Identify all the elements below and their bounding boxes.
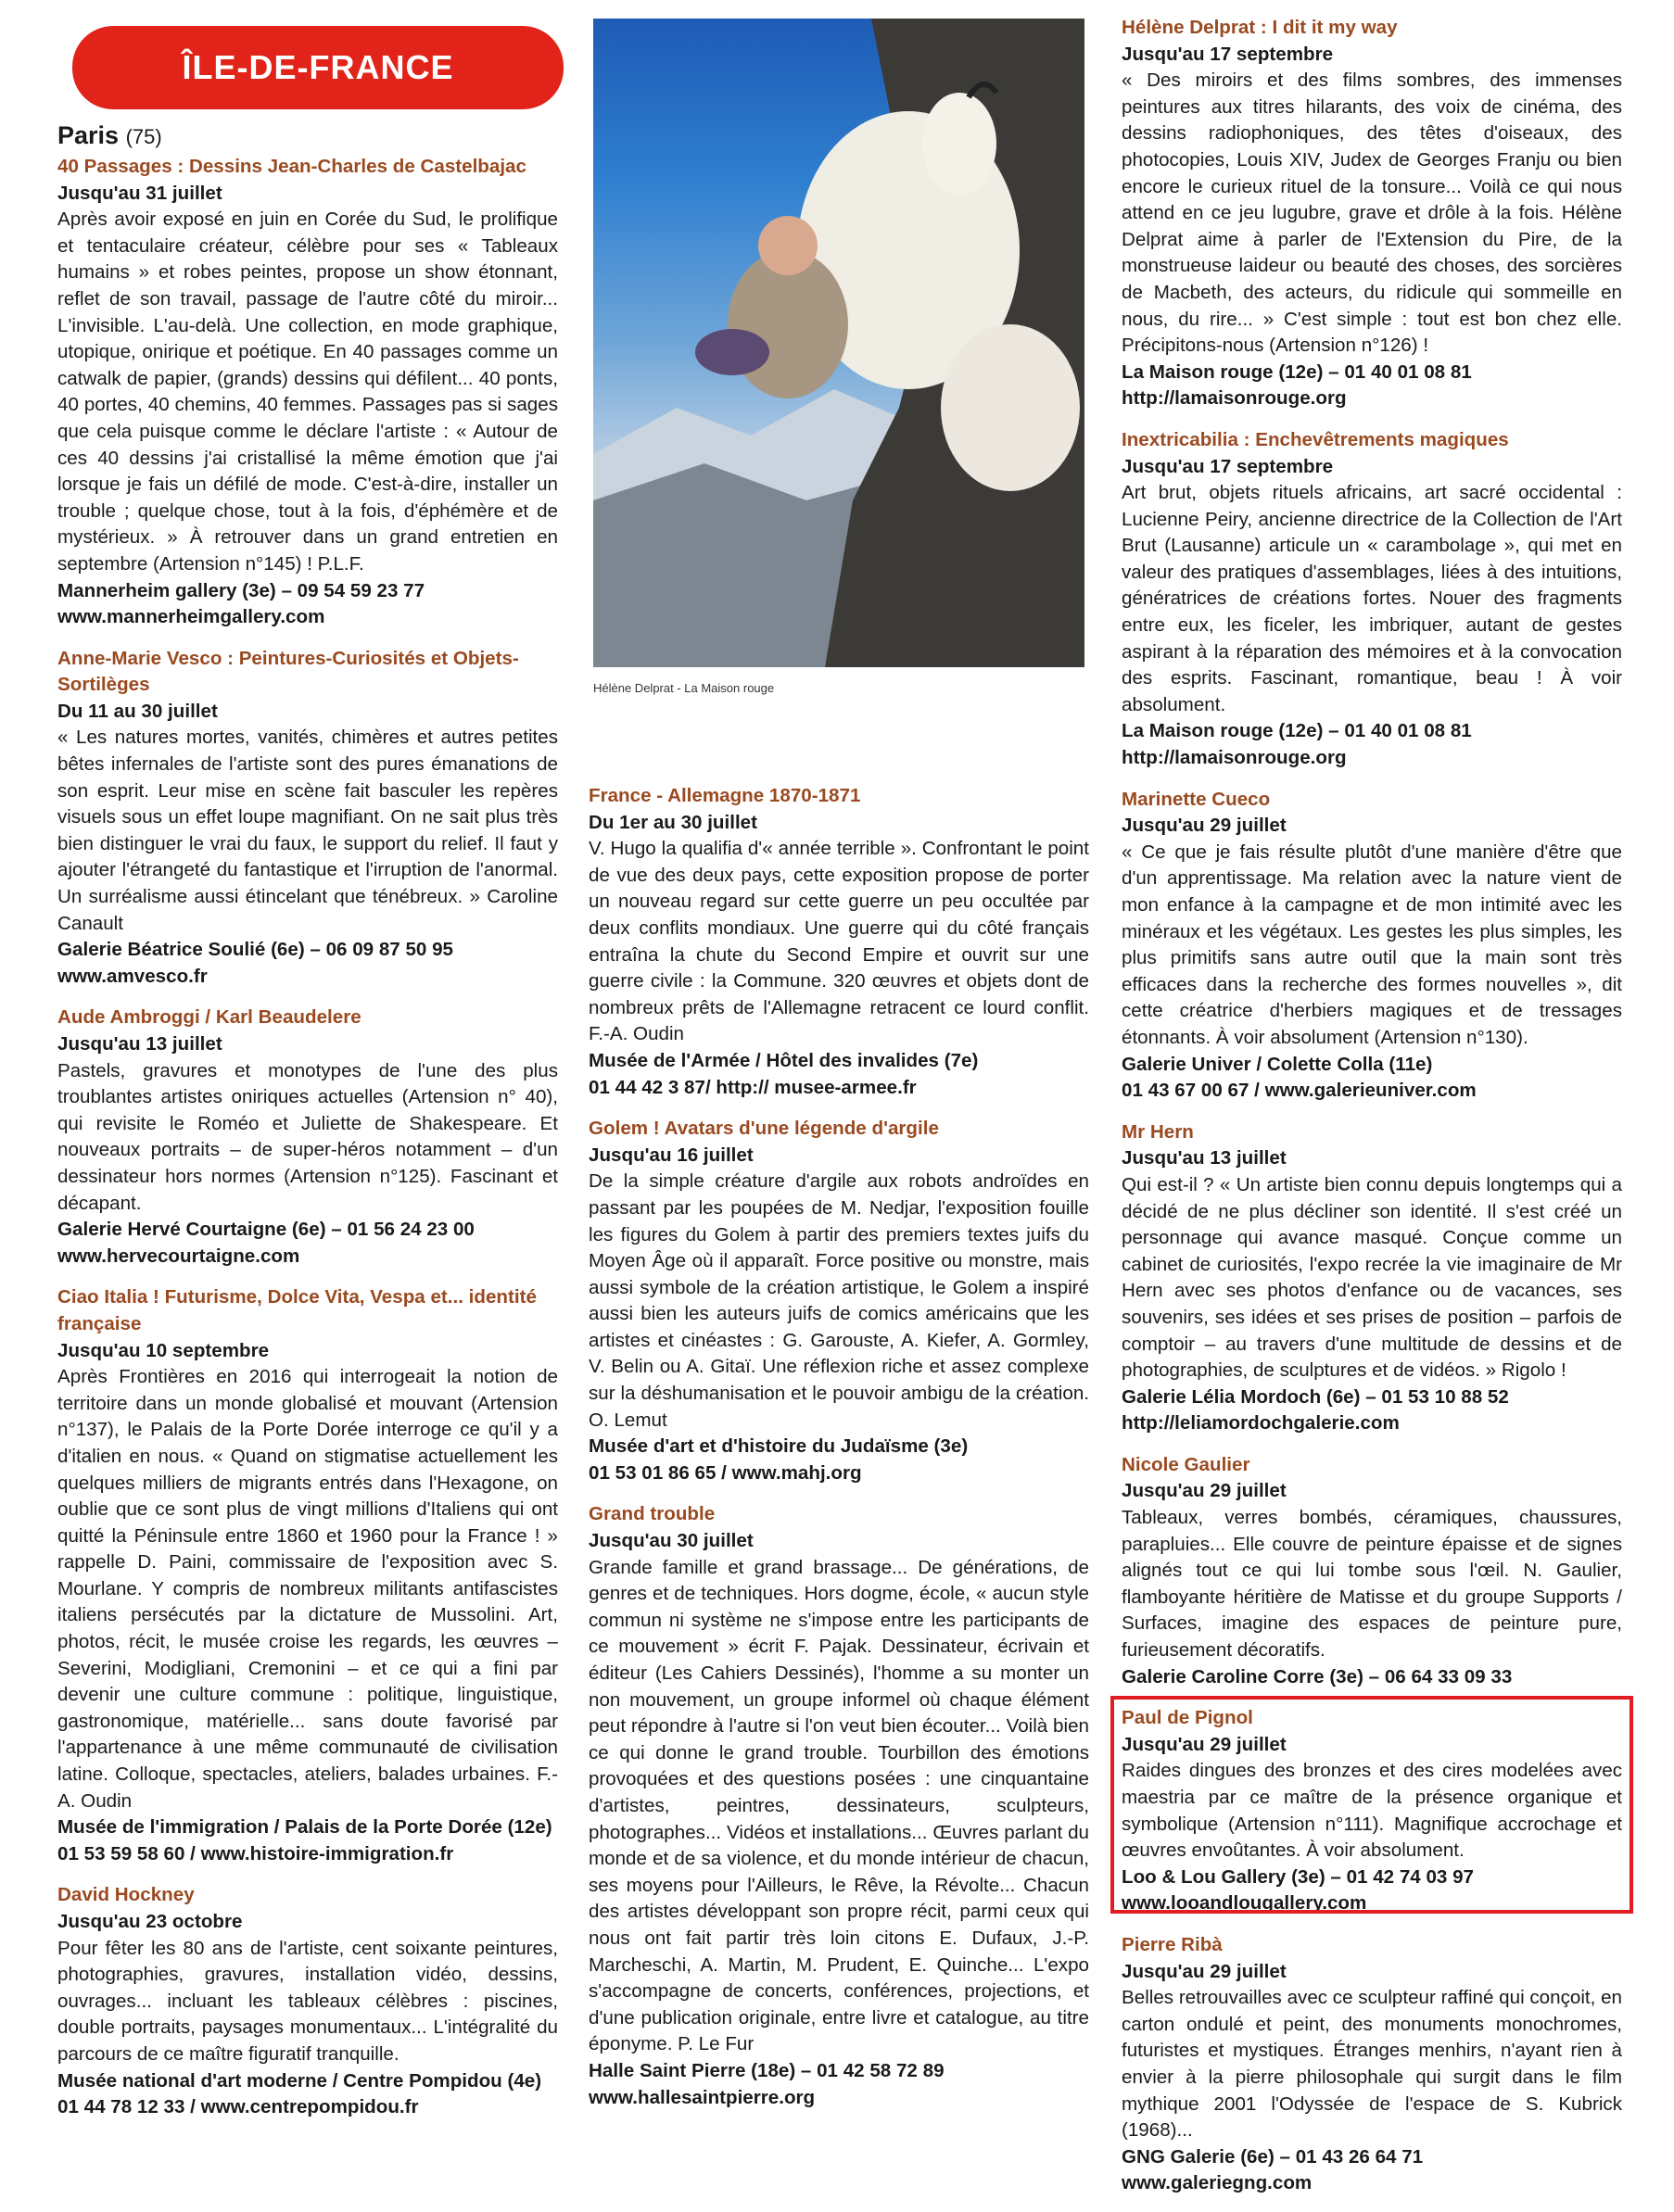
entry-title: Nicole Gaulier	[1122, 1453, 1250, 1475]
entry-title: Anne-Marie Vesco : Peintures-Curiosités et Objets-Sortilèges	[57, 647, 519, 696]
entry-title: Pierre Ribà	[1122, 1933, 1223, 1955]
entry-date: Jusqu'au 29 juillet	[1122, 1733, 1287, 1755]
entry-title: Mr Hern	[1122, 1120, 1194, 1143]
listing-entry	[57, 646, 558, 991]
entry-url[interactable]: 01 44 42 3 87/ http:// musee-armee.fr	[589, 1076, 917, 1098]
entry-title: Golem ! Avatars d'une légende d'argile	[589, 1118, 939, 1140]
listing-entry	[589, 783, 1089, 1101]
listing-entry	[57, 1284, 558, 1867]
listing-entry	[589, 1116, 1089, 1486]
entry-body: Art brut, objets rituels africains, art sacré occidental : Lucienne Peiry, ancienne directrice de la Collection de l'Art Brut (Lausanne) articule un « carambolage », qui met en valeur des pratiques d'assemblages, liées à des intuitions, génératrices de créations fortes. Nouer des fragments entre eux, les ficeler, les imbriquer, autant de gestes aspirant à la réparation des mémoires et à la convocation des esprits. Fascinant, romantique, beau ! À voir absolument.	[1122, 482, 1622, 715]
entry-venue: Mannerheim gallery (3e) – 09 54 59 23 77	[57, 579, 425, 601]
entry-url[interactable]: www.looandlougallery.com	[1122, 1892, 1367, 1915]
entry-date: Jusqu'au 31 juillet	[57, 182, 222, 204]
entry-title: Ciao Italia ! Futurisme, Dolce Vita, Vespa et... identité française	[57, 1286, 537, 1334]
entry-title: Hélène Delprat : I dit it my way	[1122, 17, 1398, 38]
listing-entry	[57, 1882, 558, 2120]
listing-entry	[1122, 15, 1622, 412]
entry-date: Jusqu'au 30 juillet	[589, 1530, 754, 1552]
photo-caption: Hélène Delprat - La Maison rouge	[593, 681, 775, 695]
entry-venue: Halle Saint Pierre (18e) – 01 42 58 72 89	[589, 2059, 945, 2081]
listing-entry	[1122, 1932, 1622, 2197]
entry-body: V. Hugo la qualifia d'« année terrible ». Confrontant le point de vue des deux pays, cette exposition propose de porter un nouveau regard sur cette guerre un peu occultée par deux conflits mondiaux. Une guerre qui du côté français entraîna la chute du Second Empire et ouvrit sur une guerre civile : la Commune. 320 œuvres et objets dont de nombreux prêts de l'Allemagne retracent ce lourd conflit. F.-A. Oudin	[589, 838, 1089, 1045]
entry-date: Jusqu'au 17 septembre	[1122, 43, 1334, 65]
entry-title: France - Allemagne 1870-1871	[589, 785, 861, 806]
listing-entry	[1122, 427, 1622, 772]
entry-url[interactable]: www.mannerheimgallery.com	[57, 606, 325, 628]
entry-title: Aude Ambroggi / Karl Beaudelere	[57, 1006, 361, 1029]
listing-entry	[57, 1005, 558, 1270]
city-dept: (75)	[125, 125, 162, 148]
entry-date: Du 1er au 30 juillet	[589, 811, 757, 833]
entry-date: Jusqu'au 23 octobre	[57, 1911, 243, 1932]
entry-url[interactable]: www.galeriegng.com	[1122, 2172, 1313, 2194]
entry-body: « Ce que je fais résulte plutôt d'une manière d'être que d'un apprentissage. Ma relation avec la nature vient de mon enfance à la campagne et de mon intimité avec les minéraux et les végétaux. Les gestes les plus simples, les plus primitifs sans autre outil que la main sont très efficaces dans la recherche des formes nouvelles », dit cette créatrice d'herbiers magiques et de tressages étonnants. À voir absolument (Artension n°130).	[1122, 841, 1622, 1048]
entry-body: Pour fêter les 80 ans de l'artiste, cent soixante peintures, photographies, gravures, installation vidéo, dessins, ouvrages... incluant les tableaux célèbres : piscines, double portraits, paysages monumentaux... L'intégralité du parcours de ce maître figuratif tranquille.	[57, 1937, 558, 2065]
entry-venue: La Maison rouge (12e) – 01 40 01 08 81	[1122, 720, 1472, 742]
column-1	[57, 120, 558, 2136]
entry-body: Raides dingues des bronzes et des cires modelées avec maestria par ce maître de la présence organique et symbolique (Artension n°111). Magnifique accrochage et œuvres envoûtantes. À voir absolument.	[1122, 1760, 1622, 1862]
entry-body: Pastels, gravures et monotypes de l'une des plus troublantes artistes oniriques actuelles (Artension n° 40), qui revisite le Roméo et Juliette de Shakespeare. Et nouveaux portraits – de super-héros notamment – d'un dessinateur hors normes (Artension n°125). Fascinant et décapant.	[57, 1059, 558, 1214]
photo-illustration	[593, 19, 1084, 667]
entry-date: Jusqu'au 10 septembre	[57, 1339, 270, 1361]
entry-date: Jusqu'au 29 juillet	[1122, 1480, 1287, 1502]
entry-date: Jusqu'au 17 septembre	[1122, 455, 1334, 477]
entry-venue: La Maison rouge (12e) – 01 40 01 08 81	[1122, 360, 1472, 383]
entry-body: « Les natures mortes, vanités, chimères et autres petites bêtes infernales de l'artiste sont des pures émanations de son esprit. Leur mise en scène fait basculer les repères visuels sous un effet loupe magnifiant. On ne sait plus très bien distinguer le vrai du faux, le support du relief. Il faut y ajouter l'étrangeté du fantastique et l'irruption de l'anormal. Un surréalisme aussi étincelant que ténébreux. » Caroline Canault	[57, 727, 558, 934]
listing-entry	[589, 1501, 1089, 2111]
highlight-box	[1110, 1696, 1633, 1914]
listing-entry	[1122, 787, 1622, 1105]
entry-venue: Musée de l'immigration / Palais de la Porte Dorée (12e)	[57, 1816, 552, 1839]
entry-url[interactable]: www.hervecourtaigne.com	[57, 1245, 300, 1267]
city-heading	[57, 120, 558, 152]
entry-title: David Hockney	[57, 1884, 195, 1906]
entry-venue: GNG Galerie (6e) – 01 43 26 64 71	[1122, 2145, 1424, 2168]
entry-body: Grande famille et grand brassage... De générations, de genres et de techniques. Hors dogme, école, « aucun style commun ni système ne s'impose entre les participants de ce mouvement » écrit F. Pajak. Dessinateur, écrivain et éditeur (Les Cahiers Dessinés), l'homme a su monter un non mouvement, un groupe informel où chaque élément peut répondre à l'autre si l'on veut bien écouter... Voilà bien ce qui donne le grand trouble. Tourbillon des émotions provoquées et des questions posées : une cinquantaine d'artistes, peintres, dessinateurs, sculpteurs, photographes... Vidéos et installations... Œuvres parlant du monde et de sa violence, et du monde intérieur de chacun, ses moyens pour l'Ailleurs, le Rêve, la Révolte... Chacun des artistes développant son propre récit, parmi ceux qui nous ont fait partir très loin citons E. Dufaux, J.-P. Marcheschi, A. Martin, M. Prudent, E. Quinche... L'expo s'accompagne de concerts, conférences, projections, et d'une publication originale, entre livre et catalogue, au titre éponyme. P. Le Fur	[589, 1556, 1089, 2055]
entry-title: 40 Passages : Dessins Jean-Charles de Castelbajac	[57, 156, 526, 177]
entry-url[interactable]: http://leliamordochgalerie.com	[1122, 1412, 1400, 1435]
entry-date: Jusqu'au 16 juillet	[589, 1144, 754, 1166]
entry-body: Après Frontières en 2016 qui interrogeait la notion de territoire dans un monde globalisé et mouvant (Artension n°137), le Palais de la Porte Dorée interroge ce qu'il y a d'italien en nous. « Quand on stigmatise actuellement les quelques milliers de migrants entrés dans l'Hexagone, on oublie que ce sont plus de vingt millions d'Italiens qui ont quitté la Péninsule entre 1860 et 1960 pour la France ! » rappelle D. Paini, commissaire de l'exposition avec S. Mourlane. Y compris de nombreux militants antifascistes italiens persécutés par la dictature de Mussolini. Art, photos, récit, le musée croise les regards, les œuvres – Severini, Modigliani, Cremonini – et ce qui a fini par devenir une culture commune : politique, linguistique, gastronomique, matérielle... sans doute favorisé par l'appartenance à une même communauté de civilisation latine. Colloque, spectacles, ateliers, balades urbaines. F.-A. Oudin	[57, 1366, 558, 1812]
entry-venue: Galerie Hervé Courtaigne (6e) – 01 56 24 23 00	[57, 1219, 475, 1241]
entry-venue: Musée national d'art moderne / Centre Pompidou (4e)	[57, 2069, 542, 2092]
entry-title: Paul de Pignol	[1122, 1707, 1253, 1729]
entry-url[interactable]: 01 53 59 58 60 / www.histoire-immigration.fr	[57, 1842, 454, 1864]
entry-url[interactable]: http://lamaisonrouge.org	[1122, 747, 1347, 769]
entry-venue: Musée de l'Armée / Hôtel des invalides (7e)	[589, 1049, 979, 1071]
paint-palette	[695, 329, 769, 375]
entry-title: Marinette Cueco	[1122, 788, 1271, 810]
entry-url[interactable]: 01 53 01 86 65 / www.mahj.org	[589, 1461, 862, 1484]
goat-head	[922, 93, 996, 195]
entry-date: Jusqu'au 29 juillet	[1122, 1960, 1287, 1982]
entry-url[interactable]: 01 43 67 00 67 / www.galerieuniver.com	[1122, 1080, 1477, 1102]
entry-venue: Loo & Lou Gallery (3e) – 01 42 74 03 97	[1122, 1865, 1475, 1888]
entry-url[interactable]: www.hallesaintpierre.org	[589, 2086, 816, 2108]
entry-title: Inextricabilia : Enchevêtrements magiques	[1122, 428, 1509, 450]
listing-entry	[57, 154, 558, 631]
city-name: Paris	[57, 121, 120, 149]
entry-body: Après avoir exposé en juin en Corée du Sud, le prolifique et tentaculaire créateur, célèbre pour ses « Tableaux humains » et robes peintes, propose un show étonnant, reflet de son travail, passage de l'autre côté du miroir... L'invisible. L'au-delà. Une collection, en mode graphique, utopique, onirique et poétique. En 40 passages comme un catwalk de papier, (grands) dessins qui défilent... 40 ponts, 40 portes, 40 chemins, 40 femmes. Passages pas si sages que cela puisque comme le déclare l'artiste : « Autour de ces 40 dessins j'ai cristallisé la même émotion que j'ai lorsque je fais un défilé de mode. C'est-à-dire, installer un trouble ; quelque chose, tout à la fois, d'éphémère et de mystérieux. » À retrouver dans un grand entretien en septembre (Artension n°145) ! P.L.F.	[57, 209, 558, 575]
entry-venue: Galerie Lélia Mordoch (6e) – 01 53 10 88 52	[1122, 1385, 1509, 1408]
entry-body: Tableaux, verres bombés, céramiques, chaussures, parapluies... Elle couvre de peinture épaisse et de signes alignés tout ce qui lui tombe sous l'œil. N. Gaulier, flamboyante héritière de Matisse et du groupe Supports / Surfaces, imagine des espaces de peinture pure, furieusement décoratifs.	[1122, 1507, 1622, 1662]
entry-date: Du 11 au 30 juillet	[57, 700, 218, 722]
entry-date: Jusqu'au 29 juillet	[1122, 815, 1287, 837]
entry-body: « Des miroirs et des films sombres, des immenses peintures aux titres hilarants, des voix de cinéma, des dessins radiophoniques, des têtes d'oiseaux, des photocopies, Louis XIV, Judex de Georges Franju ou bien encore le curieux rituel de la tonsure... Voilà ce qui nous attend en ce jeu lugubre, grave et drôle à la fois. Hélène Delprat aime à parler de l'Extension du Pire, de la monstrueuse laideur ou beauté des choses, des sorcières de Macbeth, des acteurs, du ridicule qui sommeille en nous, du rire... » C'est simple : tout est bon chez elle. Précipitons-nous (Artension n°126) !	[1122, 70, 1622, 357]
entry-date: Jusqu'au 13 juillet	[1122, 1147, 1287, 1169]
entry-venue: Galerie Univer / Colette Colla (11e)	[1122, 1053, 1433, 1075]
entry-venue: Musée d'art et d'histoire du Judaïsme (3e)	[589, 1435, 969, 1458]
entry-url[interactable]: http://lamaisonrouge.org	[1122, 387, 1347, 410]
second-goat	[941, 324, 1080, 491]
goat-photo	[593, 19, 1084, 667]
listing-entry	[1122, 1452, 1622, 1690]
entry-title: Grand trouble	[589, 1503, 716, 1525]
entry-url[interactable]: 01 44 78 12 33 / www.centrepompidou.fr	[57, 2096, 419, 2118]
listing-entry	[1122, 1119, 1622, 1437]
artist-head	[758, 216, 818, 275]
entry-date: Jusqu'au 13 juillet	[57, 1033, 222, 1055]
entry-body: Belles retrouvailles avec ce sculpteur raffiné qui conçoit, en carton ondulé et peint, des monuments monochromes, futuristes et mystiques. Étranges menhirs, n'ayant rien à envier à la pierre philosophale qui surgit dans le film mythique 2001 l'Odyssée de l'espace de S. Kubrick (1968)...	[1122, 1987, 1622, 2142]
column-2	[589, 783, 1089, 2126]
entry-body: De la simple créature d'argile aux robots androïdes en passant par les poupées de M. Nedjar, l'exposition fouille les figures du Golem à partir des premiers textes juifs du Moyen Âge où il apparaît. Force positive ou monstre, mais aussi symbole de la création artistique, le Golem a inspiré aussi bien les auteurs juifs de comics américains que les artistes et cinéastes : G. Garouste, A. Kiefer, A. Gormley, V. Belin ou A. Gitaï. Une réflexion riche et assez complexe sur la déshumanisation et le pouvoir ambigu de la création. O. Lemut	[589, 1170, 1089, 1431]
entry-url[interactable]: www.amvesco.fr	[57, 965, 208, 987]
entry-body: Qui est-il ? « Un artiste bien connu depuis longtemps qui a décidé de ne plus décliner son identité. Il s'est créé un personnage qui avance masqué. Conçue comme un cabinet de curiosités, l'expo recrée la vie imaginaire de Mr Hern avec ses photos d'enfance ou de vacances, ses souvenirs, ses idées et ses prises de position – parfois de comptoir – au travers d'une multitude de dessins et de photographies, de sculptures et de vidéos. » Rigolo !	[1122, 1173, 1622, 1382]
entry-venue: Galerie Caroline Corre (3e) – 06 64 33 09 33	[1122, 1665, 1513, 1687]
entry-venue: Galerie Béatrice Soulié (6e) – 06 09 87 50 95	[57, 939, 454, 961]
region-badge: ÎLE-DE-FRANCE	[72, 26, 564, 109]
